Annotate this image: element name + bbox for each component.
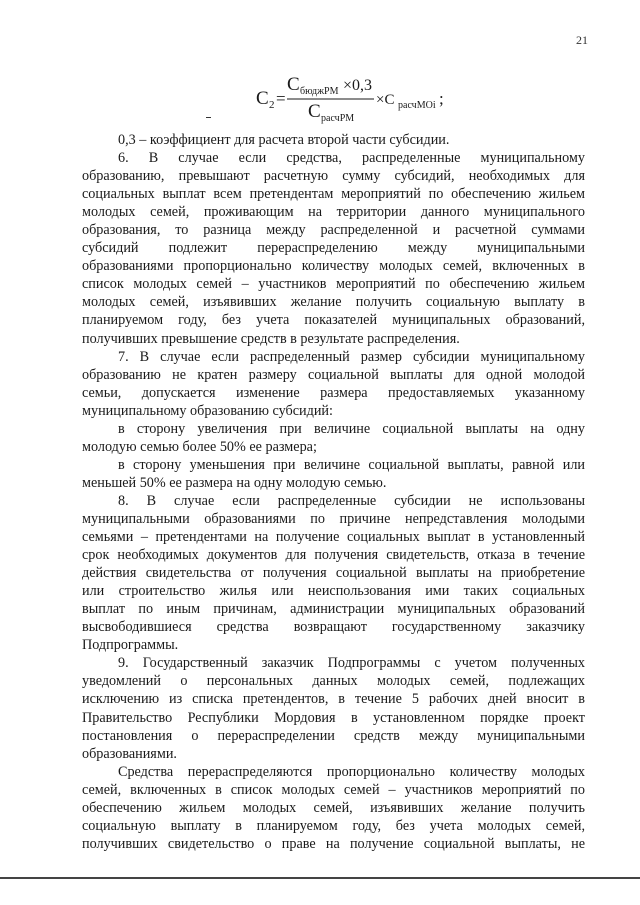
text-line: 7. В случае если распределенный размер субсидии муниципальному <box>118 348 585 365</box>
text-line: семей, включенных в список молодых семей – участников мероприятий по <box>82 781 585 798</box>
text-line: срок необходимых документов для получения свидетельств, отказа в течение <box>82 547 585 564</box>
text-line: образованию не кратен размеру социальной выплаты для одной молодой <box>82 366 585 383</box>
text-line: получивших свидетельство о праве на получение социальной выплаты, не <box>82 835 585 852</box>
text-line: семьи, допускается изменение размера предоставляемых указанному <box>82 384 585 401</box>
formula-mult-sub: расчМОi <box>398 100 436 111</box>
formula-end: ; <box>439 89 444 108</box>
text-line: 6. В случае если средства, распределенные муниципальному <box>118 150 585 167</box>
text-line: муниципальному образованию субсидий: <box>82 402 333 419</box>
text-line: семьями – претендентами на получение социальных выплат в установленный <box>82 529 585 546</box>
text-line: социальную выплату в планируемом году, без учета молодых семей, <box>82 817 585 834</box>
text-line: субсидий подлежит перераспределению между муниципальными <box>82 240 585 257</box>
formula-numerator: С <box>287 74 300 95</box>
text-line: получивших превышение средств в результате распределения. <box>82 330 460 347</box>
text-line: муниципальными образованиями по причине непредставления молодыми <box>82 510 585 527</box>
formula-lhs-sub: 2 <box>269 99 275 111</box>
formula-denominator: С <box>308 101 321 122</box>
text-line: 0,3 – коэффициент для расчета второй части субсидии. <box>118 132 450 148</box>
text-line: меньшей 50% ее размера на одну молодую семью. <box>82 474 387 491</box>
formula-numerator-sub: бюджРМ <box>300 86 339 97</box>
text-line: образованиями пропорционально количеству молодых семей, включенных в <box>82 258 585 275</box>
text-line: уведомлений о персональных данных молодых семей, подлежащих <box>82 673 585 690</box>
formula-equals: = <box>276 89 286 108</box>
text-line: в сторону увеличения при величине социальной выплаты на одну <box>118 420 585 437</box>
text-line: социальных выплат всем претендентам мероприятий по обеспечению жильем <box>82 186 585 203</box>
document-body <box>82 131 585 853</box>
text-line: 9. Государственный заказчик Подпрограммы с учетом полученных <box>118 655 585 672</box>
text-line: Подпрограммы. <box>82 637 179 654</box>
formula-svg <box>250 75 460 125</box>
subsidy-formula <box>0 75 640 125</box>
stray-mark <box>206 117 211 118</box>
page-number: 21 <box>576 33 588 47</box>
text-line: молодых семей, проживающим на территории данного муниципального <box>82 204 585 221</box>
text-line: молодую семью более 50% ее размера; <box>82 438 317 455</box>
text-line: планируемом году, без учета показателей муниципальных образований, <box>82 312 585 329</box>
formula-denominator-sub: расчРМ <box>321 113 355 124</box>
text-line: постановления о перераспределении средств между муниципальными <box>82 727 585 744</box>
formula-mult: ×С <box>376 92 395 108</box>
text-line: Средства перераспределяются пропорционально количеству молодых <box>118 763 585 780</box>
text-line: молодых семей, изъявивших желание получить социальную выплату в <box>82 294 585 311</box>
text-line: исключению из списка претендентов, в течение 5 рабочих дней вносит в <box>82 691 585 708</box>
text-line: образованиями. <box>82 745 177 762</box>
text-line: образованию, превышают расчетную сумму субсидий, необходимых для <box>82 168 585 185</box>
text-line: образования, то разница между распределенной и расчетной суммами <box>82 222 585 239</box>
text-line: в сторону уменьшения при величине социальной выплаты, равной или <box>118 456 585 473</box>
scan-edge-rule <box>0 877 640 879</box>
text-line: список молодых семей – участников мероприятий по обеспечению жильем <box>82 276 585 293</box>
text-line: высвободившиеся средства возвращают государственному заказчику <box>82 619 585 636</box>
text-line: выплат по иным причинам, администрации муниципальных образований <box>82 601 585 618</box>
text-line: Правительство Республики Мордовия в установленном порядке проект <box>82 709 585 726</box>
text-line: 8. В случае если распределенные субсидии не использованы <box>118 492 585 509</box>
formula-numerator-tail: ×0,3 <box>343 77 373 94</box>
text-line: действия свидетельства от получения социальной выплаты на приобретение <box>82 565 585 582</box>
text-line: обеспечению жильем молодых семей, изъявивших желание получить <box>82 799 585 816</box>
text-line: или строительство жилья или неиспользования ими таких социальных <box>82 583 585 600</box>
formula-lhs: С <box>256 88 269 109</box>
